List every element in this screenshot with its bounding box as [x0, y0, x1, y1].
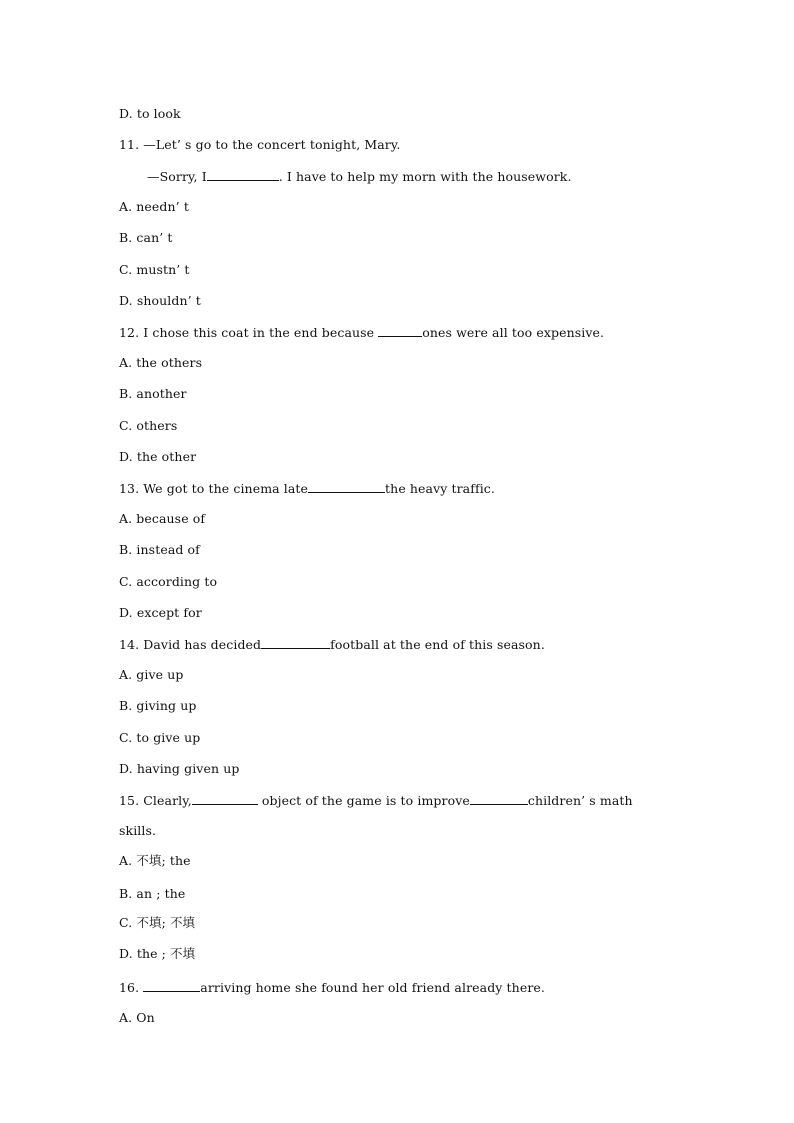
option-q12-d: D. the other	[119, 449, 197, 464]
question-16-stem	[119, 979, 545, 996]
answer-blank	[308, 480, 385, 493]
question-16-after: arriving home she found her old friend already there.	[200, 980, 545, 995]
question-15-after: children’ s math	[527, 793, 633, 808]
question-13-before: 13. We got to the cinema late	[119, 481, 309, 496]
option-q13-b: B. instead of	[119, 542, 200, 557]
question-11-reply	[147, 168, 572, 185]
question-11-reply-before: —Sorry, I	[147, 169, 207, 184]
question-13-after: the heavy traffic.	[385, 481, 495, 496]
option-q15-c: C. 不填; 不填	[119, 915, 196, 930]
question-16-before: 16.	[119, 980, 144, 995]
question-12-after: ones were all too expensive.	[422, 325, 605, 340]
option-q14-b: B. giving up	[119, 698, 197, 713]
option-q14-a: A. give up	[119, 667, 184, 682]
option-q12-b: B. another	[119, 386, 187, 401]
question-14-after: football at the end of this season.	[330, 637, 545, 652]
question-15-stem	[119, 792, 633, 809]
question-12-stem	[119, 324, 604, 341]
question-12-before: 12. I chose this coat in the end because	[119, 325, 379, 340]
option-q12-a: A. the others	[119, 355, 203, 370]
question-11-reply-after: . I have to help my morn with the housework.	[278, 169, 572, 184]
option-q14-c: C. to give up	[119, 730, 201, 745]
option-q11-c: C. mustn’ t	[119, 262, 190, 277]
option-q15-b: B. an ; the	[119, 886, 186, 901]
question-11-stem: 11. —Let’ s go to the concert tonight, Mary.	[119, 137, 401, 152]
option-q11-b: B. can’ t	[119, 230, 173, 245]
question-15-stem-continued: skills.	[119, 823, 157, 838]
answer-blank	[261, 636, 330, 649]
option-q12-c: C. others	[119, 418, 178, 433]
option-q13-d: D. except for	[119, 605, 202, 620]
answer-blank	[207, 168, 279, 181]
option-q14-d: D. having given up	[119, 761, 240, 776]
question-14-before: 14. David has decided	[119, 637, 262, 652]
option-q15-d: D. the ; 不填	[119, 946, 196, 961]
option-q11-d: D. shouldn’ t	[119, 293, 201, 308]
option-q15-a: A. 不填; the	[119, 853, 191, 868]
question-15-middle: object of the game is to improve	[257, 793, 470, 808]
answer-blank	[192, 792, 258, 805]
option-q11-a: A. needn’ t	[119, 199, 189, 214]
option-q13-a: A. because of	[119, 511, 206, 526]
answer-blank	[378, 324, 422, 337]
answer-blank	[470, 792, 528, 805]
question-15-before: 15. Clearly,	[119, 793, 192, 808]
question-13-stem	[119, 480, 495, 497]
question-14-stem	[119, 636, 545, 653]
answer-blank	[143, 979, 200, 992]
option-q16-a: A. On	[119, 1010, 155, 1025]
option-q13-c: C. according to	[119, 574, 218, 589]
option-q10-d: D. to look	[119, 106, 181, 121]
